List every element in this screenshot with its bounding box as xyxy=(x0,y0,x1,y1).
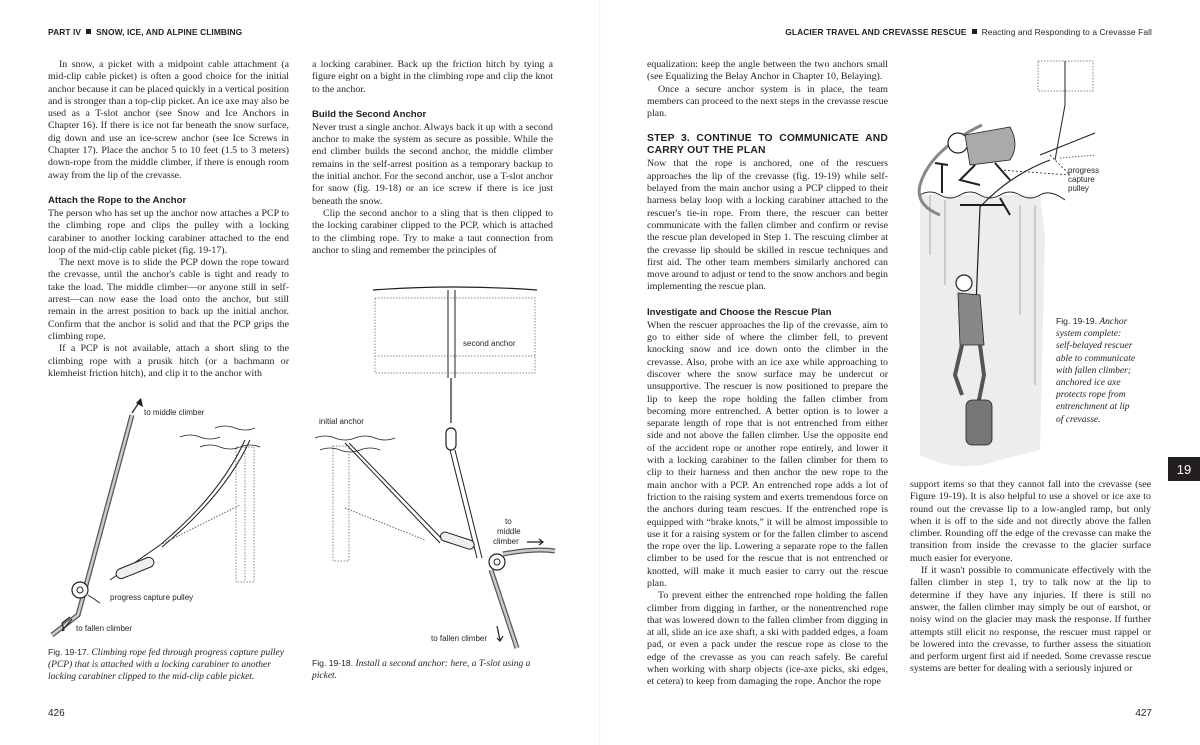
arrow-down-icon xyxy=(497,626,503,641)
running-head-left xyxy=(48,27,242,37)
section-title: Reacting and Responding to a Crevasse Fall xyxy=(981,27,1152,37)
label-to-fallen-climber: to fallen climber xyxy=(431,634,488,643)
figure-19-17-caption xyxy=(48,646,288,684)
figure-label: Fig. 19-17. xyxy=(48,647,90,657)
left-column-2 xyxy=(312,59,553,257)
square-bullet-icon xyxy=(972,29,977,34)
label-to-fallen-climber: to fallen climber xyxy=(76,624,133,633)
pulley-icon xyxy=(72,582,88,598)
figure-19-19-caption xyxy=(1056,315,1136,426)
paragraph: Once a secure anchor system is in place, the team members can proceed to the next steps in the crevasse rescue plan. xyxy=(647,83,888,120)
figure-19-17-illustration xyxy=(40,395,300,645)
paragraph: a locking carabiner. Back up the friction hitch by tying a figure eight on a bight in the climbing rope and clip the knot to the anchor. xyxy=(312,59,553,95)
label-climber: climber xyxy=(493,537,519,546)
part-title: SNOW, ICE, AND ALPINE CLIMBING xyxy=(96,27,243,37)
climber-helmet-icon xyxy=(956,275,972,291)
label-pulley: pulley xyxy=(1068,184,1089,193)
paragraph: support items so that they cannot fall into the crevasse (see Figure 19-19). It is also helpful to use a shovel or ice axe to round out the crevasse lip to a low-angled ramp, but only when it is off to the side and not directly above the fallen climber. Rounding off the edge of the crevasse can make the transition from inside the crevasse to the glacier surface much easier for everyone. xyxy=(910,479,1151,564)
figure-label: Fig. 19-18. xyxy=(312,658,354,668)
chapter-tab: 19 xyxy=(1168,457,1200,481)
backpack-icon xyxy=(966,400,992,445)
arrow-right-icon xyxy=(527,539,543,545)
caption-text: Climbing rope fed through progress capture pulley (PCP) that is attached with a locking carabiner to another locking carabiner clipped to the mid-clip cable picket. xyxy=(48,648,284,683)
caption-text: Install a second anchor: here, a T-slot using a picket. xyxy=(312,659,531,682)
page-number-left: 426 xyxy=(48,708,65,719)
label-second-anchor: second anchor xyxy=(463,339,516,348)
chapter-title: GLACIER TRAVEL AND CREVASSE RESCUE xyxy=(785,27,967,37)
paragraph: If it wasn't possible to communicate effectively with the fallen climber in step 1, try to talk now at the lip to determine if they have any injuries. If there is still no answer, the fallen climber may simply be out of earshot, or noisy wind on the glacier may mask the response. If further attempts still elicit no response, the rescuer must rappel or be lowered into the crevasse, to further assess the situation and perform urgent first aid if needed. Some crevasse rescue systems are better for dealing with a seriously injured or xyxy=(910,565,1151,675)
left-column-1 xyxy=(48,59,289,380)
paragraph: When the rescuer approaches the lip of the crevasse, aim to go to either side of where the climber fell, to prevent knocking snow and ice down onto the climber in the crevasse. Also, probe with an ice axe while approaching to discover where the snow surface may be undercut or unsupportive. The rescuer is now positioned to prepare the lip to keep the rope holding the fallen climber from becoming more entrenched. A better option is to lower a separate length of rope that is not entrenched from either side and not above the fallen climber. Use the opposite end of the accident rope or another rope entirely, and lower it with a locking carabiner to the fallen climber for them to clip to their harness and then anchor the new rope to the main anchor with a PCP. An entrenched rope adds a lot of friction to the raising system and exerts tremendous force on the anchors during team rescues. If the entrenched rope is equipped with “brake knots,” it will be almost impossible to use it for a raising system or for the fallen climber to ascend the rope over the lip. Lowering a separate rope to the fallen climber to be used for the rescue that is not entrenched or knotted, will make it much easier to carry out the rescue plan. xyxy=(647,319,888,589)
paragraph: Now that the rope is anchored, one of the rescuers approaches the lip of the crevasse (fig. 19-19) while self-belayed from the main anchor using a PCP clipped to their harness belay loop with a locking carabiner attached to the rescuer's tie-in rope. From there, the rescuer can better communicate with the fallen climber and confirm or revise the rescue plan developed in Step 1. The rescuing climber at the crevasse lip should be skilled in rescue techniques and first aid. The other team members similarly anchored can move around to adjust or tend to the snow anchors and begin implementing the rescue plan. xyxy=(647,158,888,293)
step-heading: STEP 3. CONTINUE TO COMMUNICATE AND CARRY OUT THE PLAN xyxy=(647,133,888,157)
label-progress-capture-pulley: progress capture pulley xyxy=(110,593,194,602)
section-heading: Build the Second Anchor xyxy=(312,108,427,120)
label-initial-anchor: initial anchor xyxy=(319,417,364,426)
paragraph: Never trust a single anchor. Always back it up with a second anchor to make the system as secure as possible. While the end climber builds the second anchor, the middle climber remains in the self-arrest position as a temporary backup to the initial anchor. For the second anchor, use a T-slot anchor for snow (fig. 19-18) or an ice screw if there is ice just beneath the snow. xyxy=(312,121,553,207)
section-heading: Investigate and Choose the Rescue Plan xyxy=(647,306,832,318)
square-bullet-icon xyxy=(86,29,91,34)
running-head-right xyxy=(785,27,1152,37)
page-gutter xyxy=(599,0,601,745)
figure-19-18-illustration xyxy=(305,278,565,653)
label-middle: middle xyxy=(497,527,521,536)
label-progress: progress xyxy=(1068,166,1100,175)
page-number-right: 427 xyxy=(1135,708,1152,719)
paragraph: In snow, a picket with a midpoint cable attachment (a mid-clip cable picket) is often a good choice for the initial anchor because it can be placed quickly in a vertical position and is stronger than a top-clip picket. An ice axe may also be used as a T-slot anchor (see Snow and Ice Anchors in Chapter 16). If there is ice not far beneath the snow surface, dig down and use an ice-screw anchor (see Ice Screws in Chapter 17). Place the anchor 5 to 10 feet (1.5 to 3 meters) down-rope from the middle climber, if there is enough room away from the lip of the crevasse. xyxy=(48,59,289,181)
paragraph: Clip the second anchor to a sling that is then clipped to the locking carabiner clipped to the PCP, which is attached to the climbing rope. Try to make a taut connection from anchor to sling and remember the principles of xyxy=(312,207,553,256)
label-to: to xyxy=(505,517,512,526)
part-label: PART IV xyxy=(48,27,82,37)
paragraph: If a PCP is not available, attach a short sling to the climbing rope with a prusik hitch (or a bachmann or klemheist friction hitch), and clip it to the anchor with xyxy=(48,343,289,379)
paragraph: The next move is to slide the PCP down the rope toward the crevasse, until the anchor's cable is tight and ready to take the load. The middle climber—or anyone still in self-arrest—can now ease the load onto the anchor, but still remain in the arrest position to back up the initial anchor. Confirm that the anchor is solid and that the PCP grips the climbing rope. xyxy=(48,257,289,342)
paragraph: equalization: keep the angle between the two anchors small (see Equalizing the Belay Anchor in Chapter 10, Belaying). xyxy=(647,59,888,83)
right-column-1 xyxy=(647,59,888,689)
label-capture: capture xyxy=(1068,175,1095,184)
paragraph: The person who has set up the anchor now attaches a PCP to the climbing rope and clips the pulley with a locking carabiner to another locking carabiner attached to the end loop of the mid-clip cable picket (fig. 19-17). xyxy=(48,207,289,256)
section-heading: Attach the Rope to the Anchor xyxy=(48,194,187,206)
paragraph: To prevent either the entrenched rope holding the fallen climber from digging in farther, or the nonentrenched rope that was lowered down to the fallen climber from digging in at all, slide an ice axe shaft, a ski with padded edges, a foam pad, or even a pack under the rescue rope as close to the edge of the crevasse as you can reach safely. Be careful when working with sharp objects (ice-axe picks, ski edges, et cetera) to keep from damaging the rope. Anchor the rope xyxy=(647,590,888,688)
right-column-2 xyxy=(910,479,1151,676)
pulley-icon xyxy=(489,554,505,570)
figure-19-18-caption xyxy=(312,657,552,682)
caption-text: Anchor system complete: self-belayed rescuer able to communicate with fallen climber; anchored ice axe protects rope from entrenchment at lip of crevasse. xyxy=(1056,317,1136,425)
label-to-middle-climber: to middle climber xyxy=(144,408,205,417)
figure-label: Fig. 19-19. xyxy=(1056,316,1098,326)
